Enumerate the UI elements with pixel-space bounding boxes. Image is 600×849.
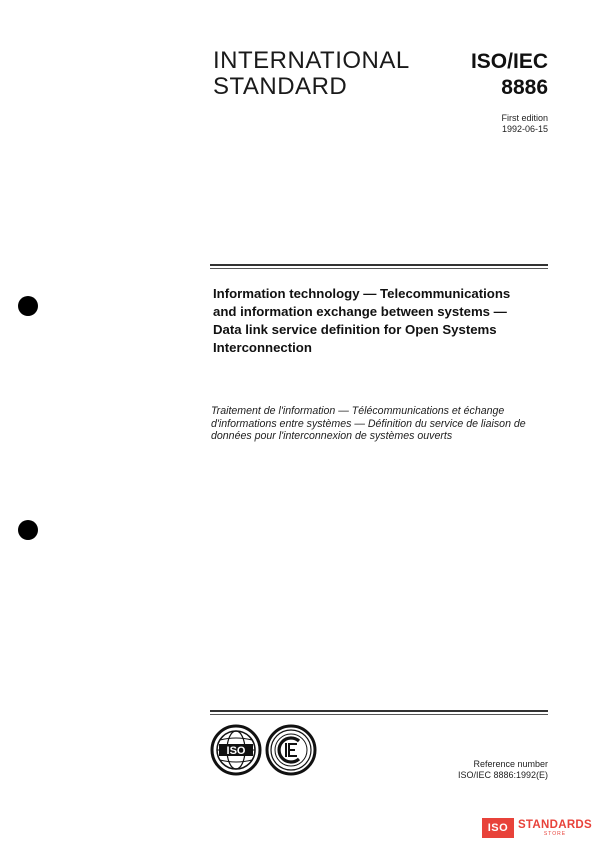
document-type-line-1: INTERNATIONAL (213, 47, 410, 74)
iso-logo-icon (210, 724, 262, 776)
top-rule (210, 264, 548, 266)
standard-id: 8886 (501, 76, 548, 99)
top-rule-thin (210, 268, 548, 269)
title-english-line: Interconnection (213, 340, 312, 355)
iso-standards-store-badge (482, 815, 592, 841)
punch-hole (18, 520, 38, 540)
title-english (213, 285, 553, 357)
title-english-line: Information technology — Telecommunications (213, 286, 511, 301)
reference-value: ISO/IEC 8886:1992(E) (457, 770, 548, 780)
bottom-rule (210, 710, 548, 712)
title-french (211, 405, 556, 443)
badge-text (518, 819, 592, 837)
edition-date: 1992-06-15 (501, 124, 548, 134)
reference-label: Reference number (473, 759, 548, 769)
svg-text:ISO: ISO (226, 745, 246, 757)
document-type-line-2: STANDARD (213, 73, 348, 100)
title-english-line: and information exchange between systems — (213, 304, 507, 319)
title-french-line: Traitement de l'information — Télécommunications et échange (211, 405, 505, 417)
badge-main-text: STANDARDS (517, 819, 592, 831)
standard-org: ISO/IEC (470, 50, 548, 73)
edition-info (501, 113, 548, 135)
badge-box: ISO (482, 818, 514, 838)
bottom-rule-thin (210, 714, 548, 715)
reference-number (458, 759, 548, 781)
title-french-line: d'informations entre systèmes — Définition du service de liaison de (211, 417, 526, 430)
title-english-line: Data link service definition for Open Systems (213, 322, 497, 337)
standard-number (471, 49, 548, 101)
iec-logo-icon (265, 724, 317, 776)
badge-sub-text: STORE (543, 831, 567, 837)
title-french-line: données pour l'interconnexion de systèmes ouverts (211, 430, 453, 442)
document-type (213, 48, 410, 100)
punch-hole (18, 296, 38, 316)
edition-label: First edition (501, 113, 548, 123)
